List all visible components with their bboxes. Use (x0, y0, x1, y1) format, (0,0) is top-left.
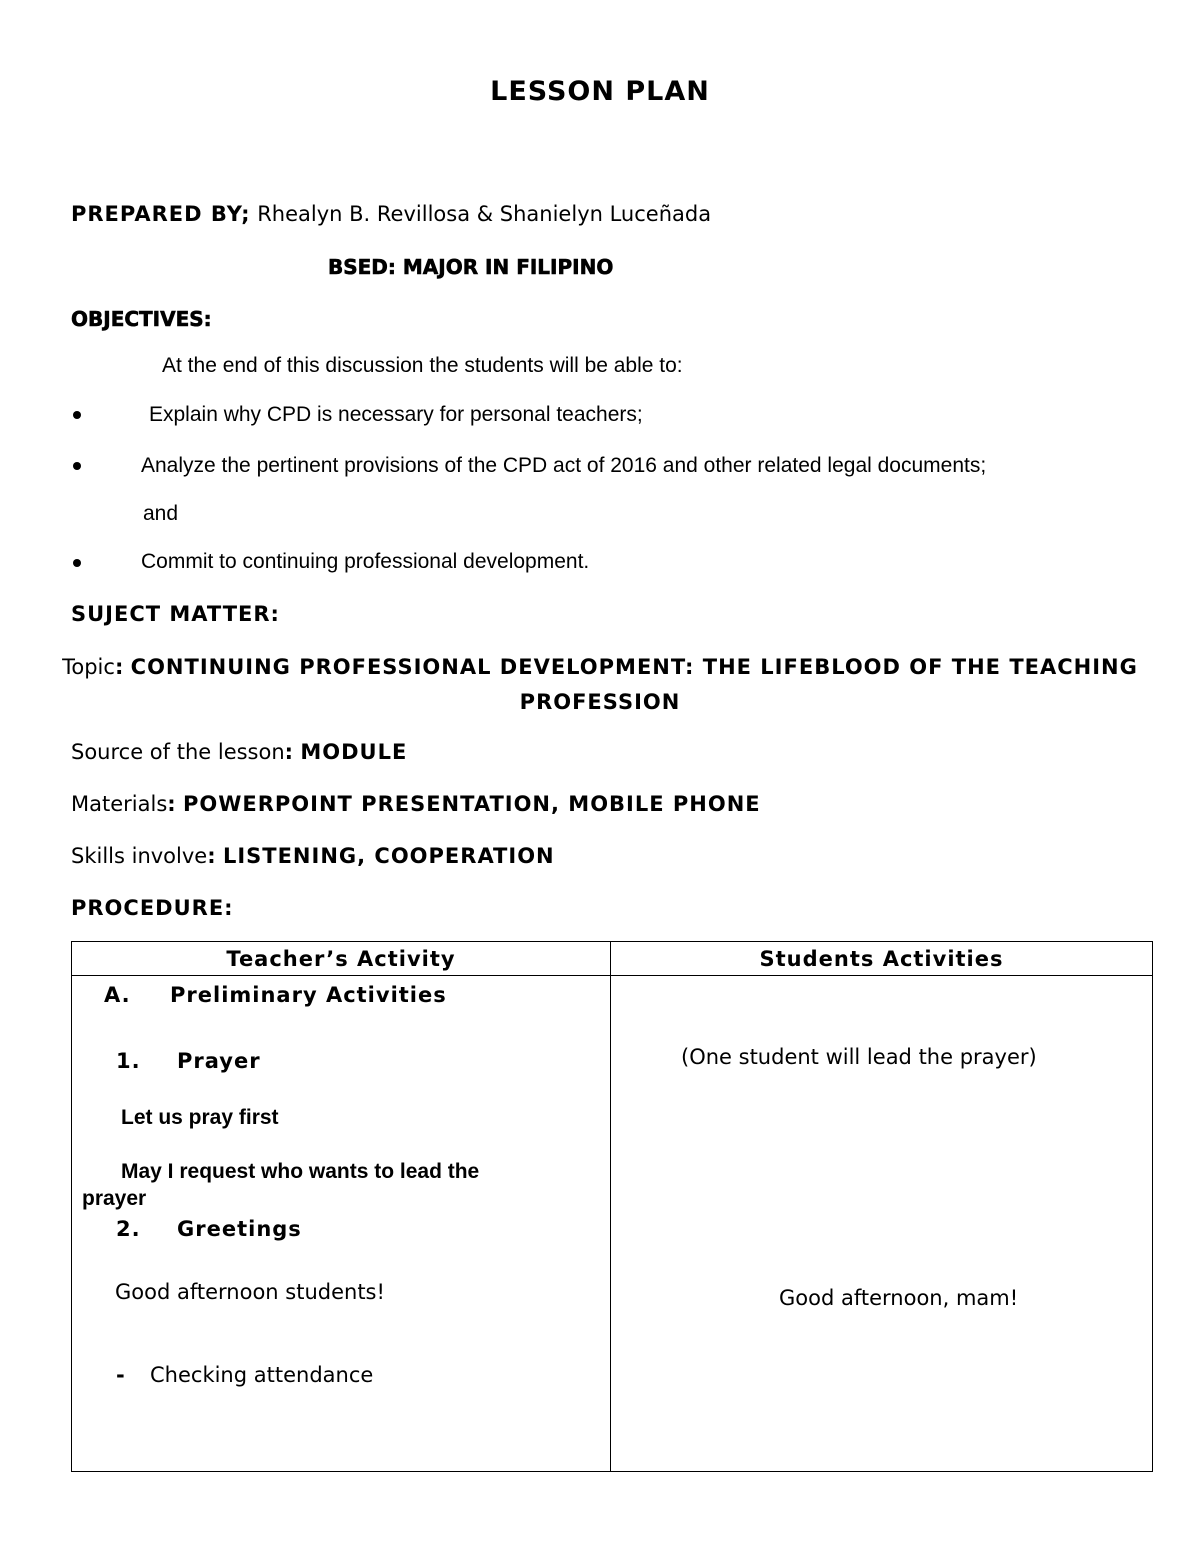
table-row (72, 976, 1153, 1472)
column-header-students: Students Activities (611, 942, 1153, 976)
step-title: Prayer (177, 1049, 261, 1073)
table-header-row (72, 942, 1153, 976)
procedure-heading: PROCEDURE: (71, 896, 234, 920)
program-heading: BSED: MAJOR IN FILIPINO (328, 255, 614, 279)
objective-item: Analyze the pertinent provisions of the CPD act of 2016 and other related legal documents; (141, 454, 987, 477)
materials-label: Materials (71, 792, 168, 816)
skills-value: LISTENING, COOPERATION (222, 844, 555, 868)
teacher-line: prayer (82, 1187, 147, 1210)
procedure-table (71, 941, 1153, 1472)
teacher-line: Let us pray first (121, 1106, 279, 1129)
skills-line: Skills involve: LISTENING, COOPERATION (71, 844, 555, 868)
source-value: MODULE (300, 740, 408, 764)
bullet-icon (73, 411, 81, 419)
objective-item-continuation: and (143, 502, 179, 525)
objective-item: Commit to continuing professional development. (141, 550, 590, 573)
section-letter: A. (104, 983, 131, 1007)
topic-label: Topic (62, 655, 115, 679)
source-line: Source of the lesson: MODULE (71, 740, 408, 764)
prepared-by-line (71, 202, 711, 226)
teacher-line: Good afternoon students! (115, 1280, 385, 1304)
step-number: 1. (116, 1049, 141, 1073)
page-title: LESSON PLAN (490, 76, 710, 107)
bullet-icon (73, 559, 81, 567)
skills-label: Skills involve (71, 844, 208, 868)
topic-value: CONTINUING PROFESSIONAL DEVELOPMENT: THE LIFEBLOOD OF THE TEACHING PROFESSION (130, 655, 1138, 714)
source-label: Source of the lesson (71, 740, 285, 764)
teacher-activity-cell (72, 976, 611, 1472)
prepared-by-label: PREPARED BY; (71, 202, 251, 226)
step-number: 2. (116, 1217, 141, 1241)
teacher-line: Checking attendance (150, 1363, 374, 1387)
student-response: (One student will lead the prayer) (681, 1045, 1037, 1069)
students-activity-cell (611, 976, 1153, 1472)
materials-value: POWERPOINT PRESENTATION, MOBILE PHONE (182, 792, 761, 816)
topic-line: Topic: CONTINUING PROFESSIONAL DEVELOPMENT: THE LIFEBLOOD OF THE TEACHING PROFESSION (62, 655, 1138, 714)
dash-marker: - (116, 1363, 125, 1387)
subject-matter-heading: SUJECT MATTER: (71, 602, 280, 626)
objectives-heading: OBJECTIVES: (71, 307, 212, 331)
objectives-intro: At the end of this discussion the students will be able to: (162, 354, 683, 377)
teacher-line: May I request who wants to lead the (121, 1160, 480, 1183)
bullet-icon (73, 462, 81, 470)
column-header-teacher: Teacher’s Activity (72, 942, 611, 976)
student-response: Good afternoon, mam! (779, 1286, 1019, 1310)
step-title: Greetings (177, 1217, 302, 1241)
objective-item: Explain why CPD is necessary for personal teachers; (149, 403, 643, 426)
prepared-by-names: Rhealyn B. Revillosa & Shanielyn Luceñada (250, 202, 712, 226)
section-title: Preliminary Activities (170, 983, 447, 1007)
materials-line: Materials: POWERPOINT PRESENTATION, MOBILE PHONE (71, 792, 761, 816)
